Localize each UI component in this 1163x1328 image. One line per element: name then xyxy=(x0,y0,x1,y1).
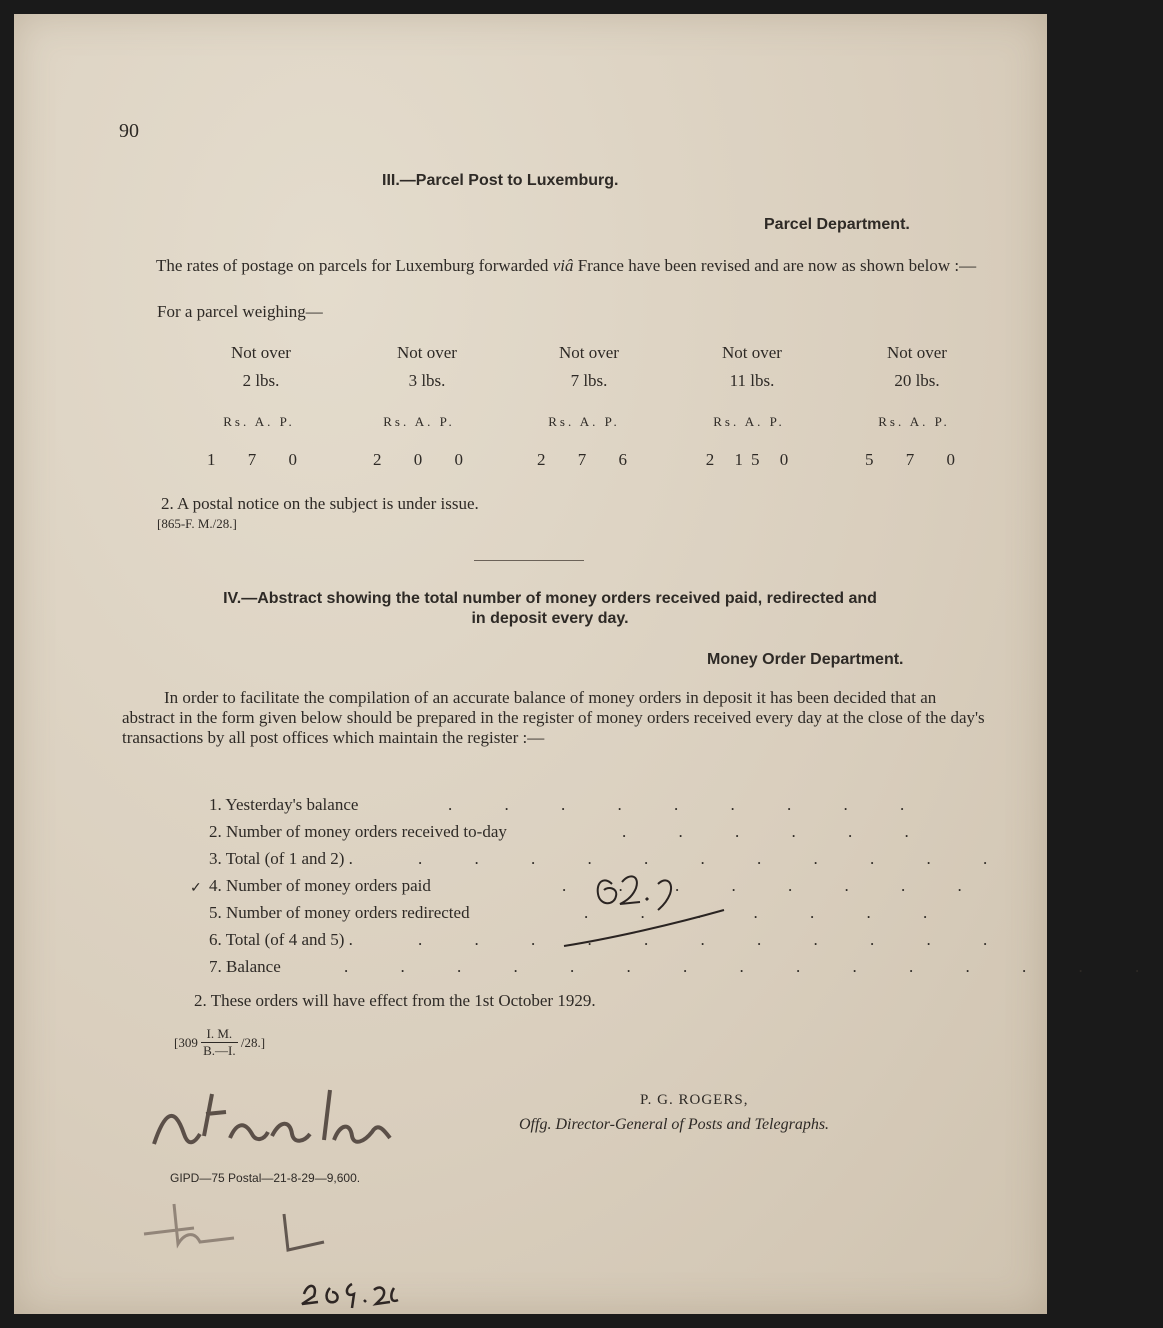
faded-stamp xyxy=(204,1234,209,1246)
signatory-title: Offg. Director-General of Posts and Telegraphs. xyxy=(519,1116,830,1133)
check-mark-icon: ✓ xyxy=(190,881,202,896)
handwritten-signature xyxy=(134,1074,424,1164)
leader-dots: . . . . . . . xyxy=(584,903,952,922)
leader-dots: . . . . . . . . . . . xyxy=(418,849,1012,868)
section-3-department: Parcel Department. xyxy=(764,216,910,233)
handwritten-initials xyxy=(134,1194,334,1264)
section-3-reference: [865-F. M./28.] xyxy=(157,516,237,531)
currency-header-1: Rs. A. P. xyxy=(223,414,295,429)
parcel-weighing-label: For a parcel weighing— xyxy=(157,302,323,321)
currency-header-2: Rs. A. P. xyxy=(383,414,455,429)
handwritten-annotation xyxy=(534,854,734,964)
currency-header-5: Rs. A. P. xyxy=(878,414,950,429)
section-4-paragraph: In order to facilitate the compilation of an accurate balance of money orders in deposit it has been decided that an abstract in the form given below should be prepared in the register of money orders received every day at the close of the day's transactions by all post offices which maintain the register :— xyxy=(122,688,985,747)
section-4-effective-note: 2. These orders will have effect from the 1st October 1929. xyxy=(194,991,596,1010)
rate-value-5: 5 7 0 xyxy=(865,450,969,469)
list-item: 1. Yesterday's balance xyxy=(209,795,359,814)
section-4-reference: [309 $\frac{I. M.}{B.—I.}$ /28.] xyxy=(174,1026,266,1058)
leader-dots: . . . . . . . . xyxy=(562,876,986,895)
list-item: 3. Total (of 1 and 2) . xyxy=(209,849,353,868)
rate-value-2: 2 0 0 xyxy=(373,450,477,469)
section-4-title: IV.—Abstract showing the total number of money orders received paid, redirected and in deposit every day. xyxy=(223,590,877,627)
rate-value-1: 1 7 0 xyxy=(207,450,311,469)
rate-value-4: 2 15 0 xyxy=(705,450,797,469)
page-number: 90 xyxy=(119,120,139,142)
currency-header-3: Rs. A. P. xyxy=(548,414,620,429)
section-3-paragraph: The rates of postage on parcels for Luxemburg forwarded viâ France have been revised and are now as shown below :— xyxy=(156,256,977,275)
handwritten-date xyxy=(294,1264,404,1314)
list-item: 6. Total (of 4 and 5) . xyxy=(209,930,353,949)
weight-col-1: Not over 2 lbs. xyxy=(231,343,291,390)
leader-dots: . . . . . . . . . . . . . . . xyxy=(344,957,1163,976)
rate-value-3: 2 7 6 xyxy=(537,450,641,469)
leader-dots: . . . . . . xyxy=(622,822,933,841)
section-3-title: III.—Parcel Post to Luxemburg. xyxy=(382,172,619,189)
printer-imprint: GIPD—75 Postal—21-8-29—9,600. xyxy=(170,1171,361,1185)
document-page xyxy=(14,14,1163,1314)
weight-col-2: Not over 3 lbs. xyxy=(397,343,457,390)
section-divider xyxy=(474,560,584,561)
list-item: 7. Balance xyxy=(209,957,281,976)
signatory-name: P. G. ROGERS, xyxy=(640,1092,749,1108)
section-4-department: Money Order Department. xyxy=(707,651,904,668)
weight-col-5: Not over 20 lbs. xyxy=(887,343,947,390)
currency-header-4: Rs. A. P. xyxy=(713,414,785,429)
weight-col-4: Not over 11 lbs. xyxy=(722,343,782,390)
leader-dots: . . . . . . . . . . . xyxy=(418,930,1012,949)
bleed-through-heading xyxy=(164,174,178,221)
list-item: 4. Number of money orders paid xyxy=(209,876,431,895)
list-item: 5. Number of money orders redirected xyxy=(209,903,470,922)
weight-col-3: Not over 7 lbs. xyxy=(559,343,619,390)
section-3-note: 2. A postal notice on the subject is under issue. xyxy=(161,494,479,513)
leader-dots: . . . . . . . . . xyxy=(448,795,929,814)
list-item: 2. Number of money orders received to-day xyxy=(209,822,507,841)
